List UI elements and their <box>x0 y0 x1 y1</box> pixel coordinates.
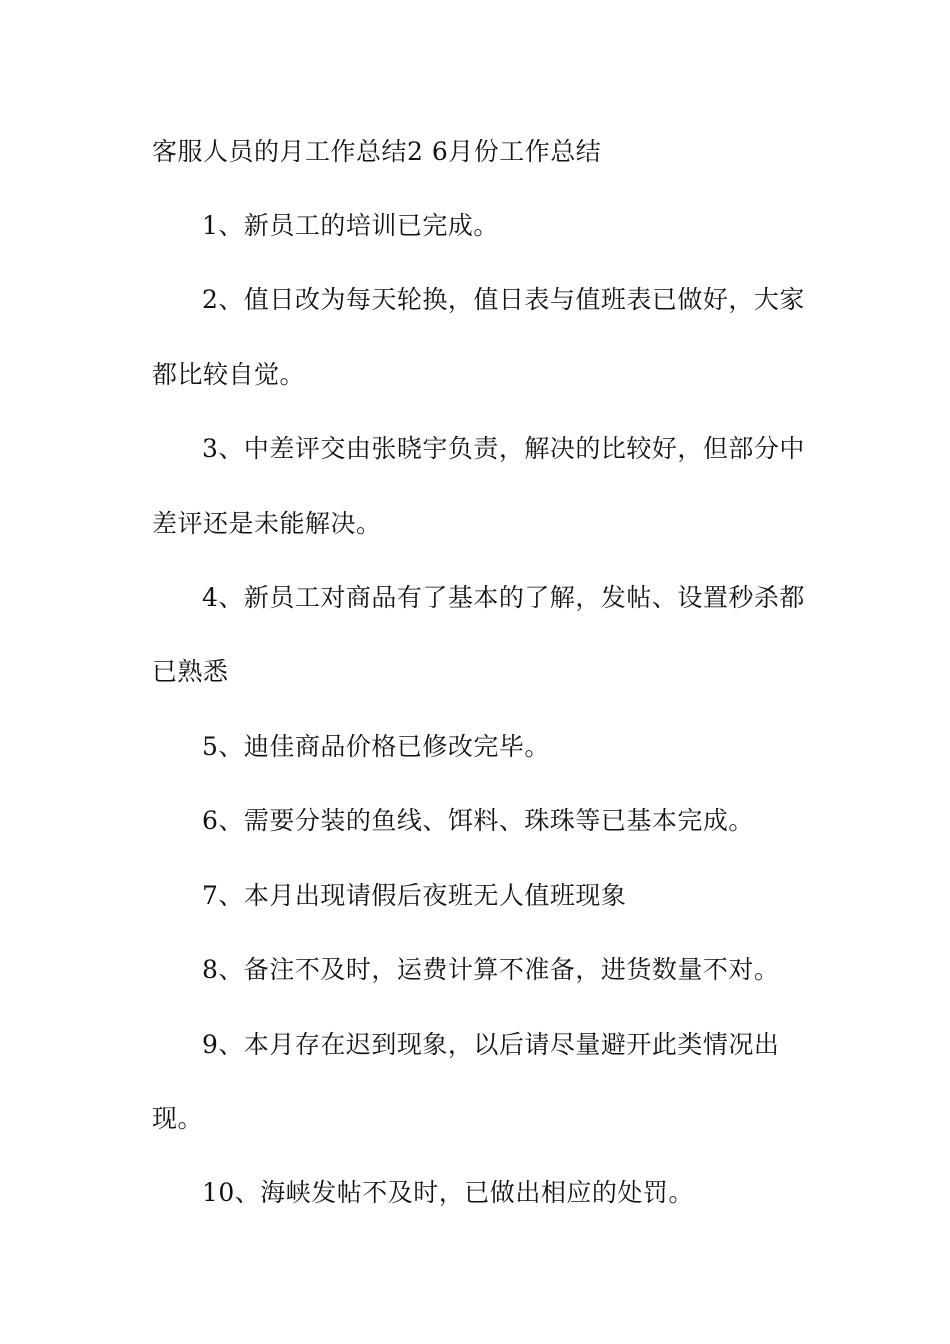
item-4-line-2: 已熟悉 <box>152 657 229 686</box>
item-8-line: 8、备注不及时，运费计算不准备，进货数量不对。 <box>202 955 780 984</box>
item-4-line-1: 4、新员工对商品有了基本的了解，发帖、设置秒杀都 <box>202 583 805 612</box>
item-2-line-1: 2、值日改为每天轮换，值日表与值班表已做好，大家 <box>202 285 805 314</box>
item-3-line-1: 3、中差评交由张晓宇负责，解决的比较好，但部分中 <box>202 434 805 463</box>
item-7-line: 7、本月出现请假后夜班无人值班现象 <box>202 881 627 910</box>
item-3-line-2: 差评还是未能解决。 <box>152 509 382 538</box>
item-6-line: 6、需要分装的鱼线、饵料、珠珠等已基本完成。 <box>202 806 754 835</box>
item-9-line-1: 9、本月存在迟到现象，以后请尽量避开此类情况出 <box>202 1030 780 1059</box>
item-1-line: 1、新员工的培训已完成。 <box>202 211 499 240</box>
item-9-line-2: 现。 <box>152 1104 204 1133</box>
item-2-line-2: 都比较自觉。 <box>152 360 306 389</box>
item-5-line: 5、迪佳商品价格已修改完毕。 <box>202 732 550 761</box>
item-10-line: 10、海峡发帖不及时，已做出相应的处罚。 <box>202 1178 694 1207</box>
document-title-line: 客服人员的月工作总结2 6月份工作总结 <box>152 137 602 166</box>
